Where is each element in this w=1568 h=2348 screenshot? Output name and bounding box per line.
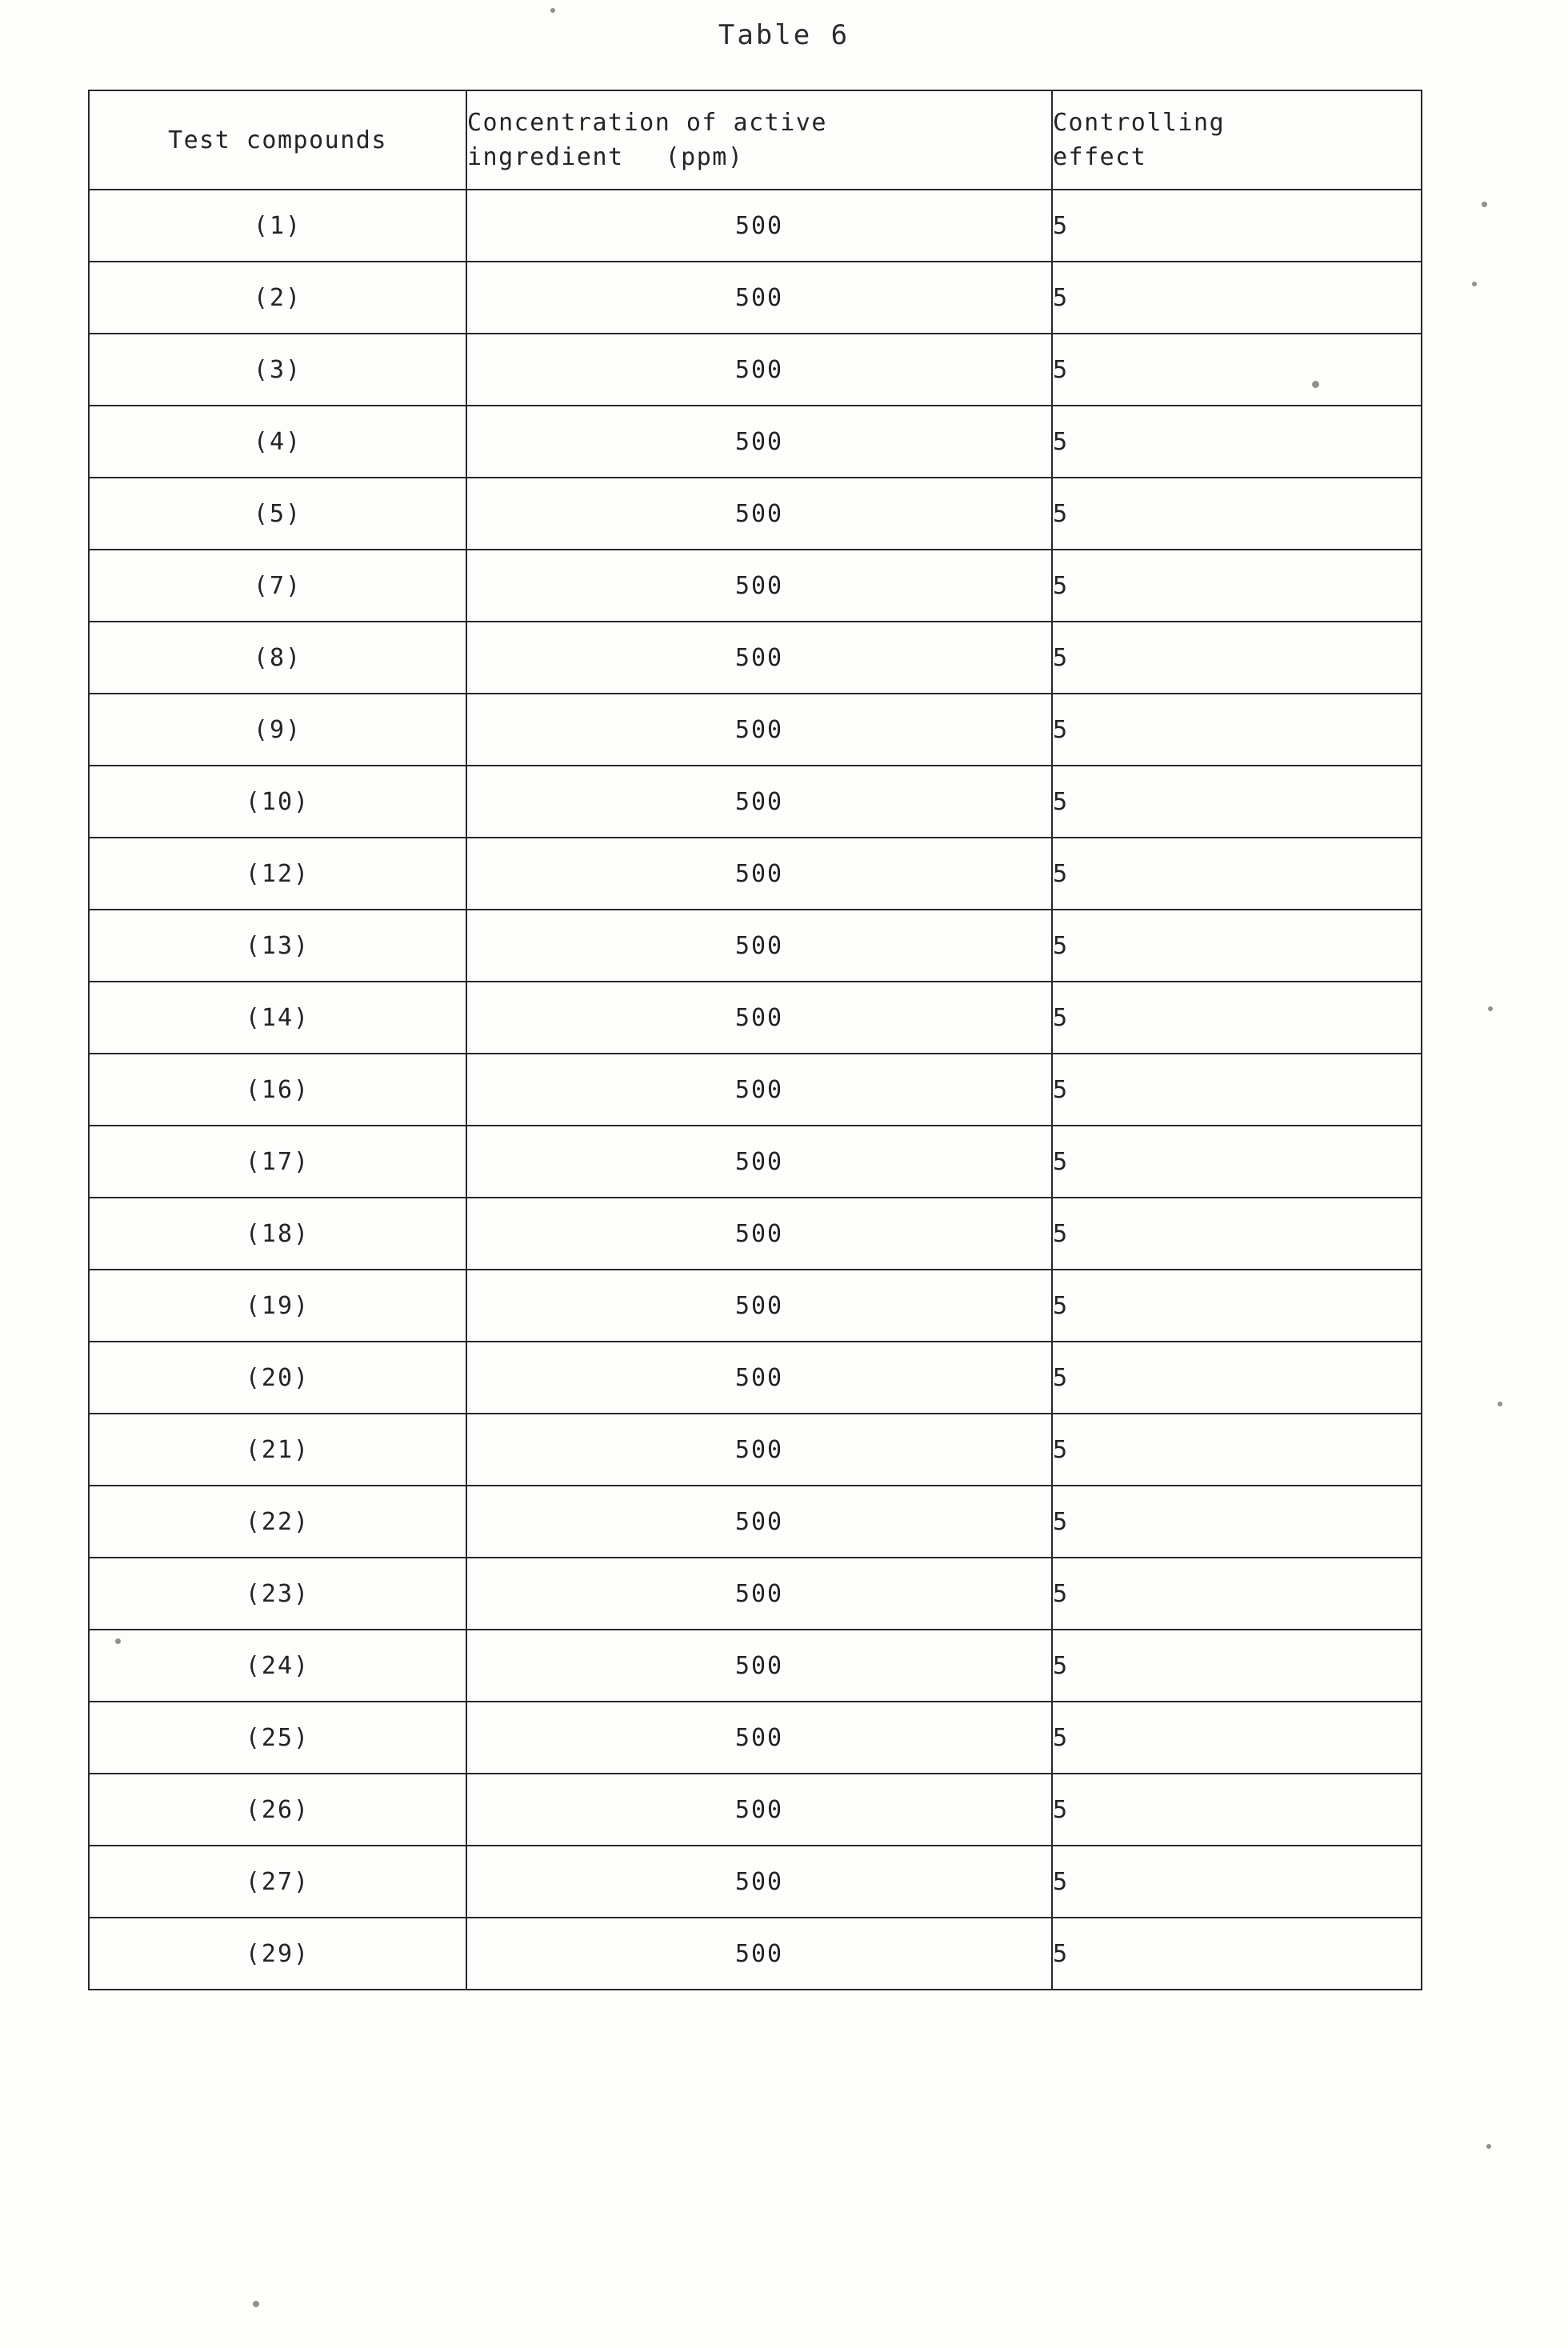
table-container [88,90,1416,1990]
cell-controlling-effect: 5 [1052,1198,1422,1270]
table-row [89,622,1422,694]
table-row [89,1342,1422,1414]
cell-concentration: 500 [466,838,1052,910]
table-body [89,190,1422,1990]
cell-test-compound: (7) [89,550,466,622]
cell-controlling-effect: 5 [1052,1558,1422,1630]
cell-concentration: 500 [466,1198,1052,1270]
cell-concentration: 500 [466,406,1052,478]
cell-controlling-effect: 5 [1052,838,1422,910]
cell-test-compound: (20) [89,1342,466,1414]
scan-speck [1486,2144,1491,2149]
cell-controlling-effect: 5 [1052,1846,1422,1918]
cell-test-compound: (5) [89,478,466,550]
table-caption: Table 6 [718,19,850,51]
scan-speck [115,1638,121,1644]
table-row [89,982,1422,1054]
cell-controlling-effect: 5 [1052,478,1422,550]
cell-concentration: 500 [466,1774,1052,1846]
cell-test-compound: (9) [89,694,466,766]
cell-controlling-effect: 5 [1052,982,1422,1054]
column-header-controlling-effect [1052,90,1422,190]
cell-concentration: 500 [466,1558,1052,1630]
cell-concentration: 500 [466,1414,1052,1486]
cell-concentration: 500 [466,1630,1052,1702]
cell-controlling-effect: 5 [1052,406,1422,478]
cell-controlling-effect: 5 [1052,1414,1422,1486]
cell-test-compound: (16) [89,1054,466,1126]
cell-concentration: 500 [466,1342,1052,1414]
table-row [89,190,1422,262]
results-table [88,90,1422,1990]
cell-concentration: 500 [466,1270,1052,1342]
cell-controlling-effect: 5 [1052,694,1422,766]
cell-test-compound: (8) [89,622,466,694]
cell-concentration: 500 [466,1918,1052,1990]
table-row [89,838,1422,910]
table-row [89,910,1422,982]
table-row [89,478,1422,550]
cell-controlling-effect: 5 [1052,622,1422,694]
cell-test-compound: (29) [89,1918,466,1990]
column-header-effect-line1: Controlling [1053,108,1226,137]
table-row [89,1702,1422,1774]
scan-speck [1498,1402,1502,1406]
cell-test-compound: (12) [89,838,466,910]
scan-speck [1472,282,1477,286]
cell-controlling-effect: 5 [1052,190,1422,262]
cell-concentration: 500 [466,1486,1052,1558]
table-row [89,262,1422,334]
table-row [89,334,1422,406]
cell-test-compound: (3) [89,334,466,406]
cell-controlling-effect: 5 [1052,1270,1422,1342]
cell-concentration: 500 [466,622,1052,694]
cell-concentration: 500 [466,550,1052,622]
scan-speck [550,8,555,13]
cell-test-compound: (26) [89,1774,466,1846]
cell-concentration: 500 [466,1054,1052,1126]
cell-controlling-effect: 5 [1052,1486,1422,1558]
cell-controlling-effect: 5 [1052,910,1422,982]
table-row [89,1774,1422,1846]
cell-controlling-effect: 5 [1052,1054,1422,1126]
cell-concentration: 500 [466,190,1052,262]
cell-test-compound: (22) [89,1486,466,1558]
table-header [89,90,1422,190]
cell-test-compound: (17) [89,1126,466,1198]
table-row [89,1918,1422,1990]
cell-controlling-effect: 5 [1052,1774,1422,1846]
table-row [89,550,1422,622]
column-header-test-compounds: Test compounds [89,90,466,190]
cell-controlling-effect: 5 [1052,1126,1422,1198]
cell-test-compound: (2) [89,262,466,334]
scan-speck [1482,202,1487,207]
scan-speck [1488,1006,1493,1011]
cell-controlling-effect: 5 [1052,766,1422,838]
cell-test-compound: (27) [89,1846,466,1918]
cell-test-compound: (10) [89,766,466,838]
cell-controlling-effect: 5 [1052,1342,1422,1414]
column-header-concentration-unit: (ppm) [665,143,744,171]
scan-speck [1312,381,1319,388]
table-row [89,1558,1422,1630]
cell-controlling-effect: 5 [1052,262,1422,334]
cell-test-compound: (1) [89,190,466,262]
cell-concentration: 500 [466,1702,1052,1774]
scan-speck [253,2301,259,2307]
table-row [89,1198,1422,1270]
cell-controlling-effect: 5 [1052,1918,1422,1990]
cell-test-compound: (19) [89,1270,466,1342]
cell-controlling-effect: 5 [1052,334,1422,406]
column-header-concentration-line2: ingredient [467,143,624,171]
column-header-effect-line2: effect [1053,143,1147,171]
cell-test-compound: (24) [89,1630,466,1702]
cell-concentration: 500 [466,262,1052,334]
table-header-row [89,90,1422,190]
table-row [89,1486,1422,1558]
cell-controlling-effect: 5 [1052,1630,1422,1702]
column-header-concentration [466,90,1052,190]
table-row [89,1414,1422,1486]
table-row [89,1054,1422,1126]
cell-test-compound: (25) [89,1702,466,1774]
cell-test-compound: (21) [89,1414,466,1486]
column-header-concentration-line1: Concentration of active [467,108,827,137]
table-row [89,1270,1422,1342]
cell-test-compound: (14) [89,982,466,1054]
cell-concentration: 500 [466,478,1052,550]
cell-test-compound: (4) [89,406,466,478]
cell-concentration: 500 [466,334,1052,406]
table-row [89,1846,1422,1918]
cell-controlling-effect: 5 [1052,550,1422,622]
cell-controlling-effect: 5 [1052,1702,1422,1774]
cell-test-compound: (13) [89,910,466,982]
cell-test-compound: (18) [89,1198,466,1270]
cell-concentration: 500 [466,1846,1052,1918]
cell-test-compound: (23) [89,1558,466,1630]
cell-concentration: 500 [466,694,1052,766]
table-row [89,766,1422,838]
table-row [89,1630,1422,1702]
cell-concentration: 500 [466,910,1052,982]
cell-concentration: 500 [466,982,1052,1054]
table-row [89,694,1422,766]
cell-concentration: 500 [466,766,1052,838]
table-row [89,1126,1422,1198]
cell-concentration: 500 [466,1126,1052,1198]
table-row [89,406,1422,478]
